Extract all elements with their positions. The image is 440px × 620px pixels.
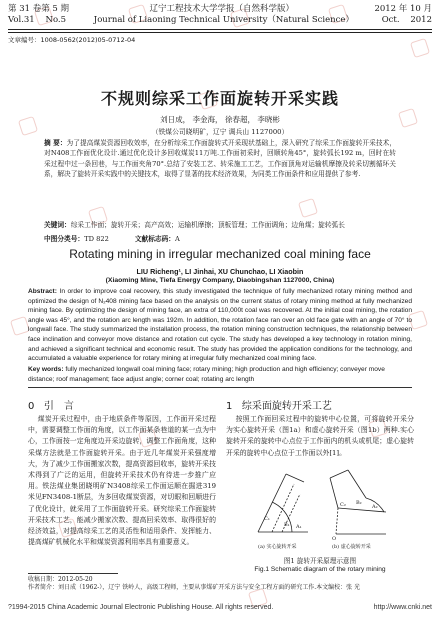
panel-b-caption: (b) 虚心旋转开采 (332, 544, 371, 550)
figure-rotary-mining-diagram (252, 468, 392, 552)
abstract-cn-label: 摘 要： (44, 139, 67, 147)
running-header (8, 4, 432, 26)
keywords-en (28, 365, 412, 384)
header-rule (8, 29, 432, 30)
body-column-left (28, 414, 216, 548)
keywords-cn (44, 220, 396, 230)
keywords-cn-text: 综采工作面；旋转开采；高产高效；运输机摩擦；顶板管理；工作面调角；边角煤；旋转弧长 (70, 221, 345, 229)
classification-line (44, 233, 396, 243)
section-heading-1 (226, 397, 332, 412)
abstract-en-text: In order to improve coal recovery, this study investigated the technique of fully mechanized rotary mining method and optimized the design of N₂408 mining face based on the analysis on the current status of rotary mining method at fully mechanized mining face. By optimizing the design of mining face, an extra of 110,000t coal was recovered. At the initial coal mining, the rotation angle was 45°, and the rotation arc length was 192m. In addition, the rotation face ran over an old face gate with an angle of 70° to longwall face. The study summarized the installation process, the rotation mining construction techniques, the relationship between face inclination and conveyor move distance and rotation cut cycle. The study has developed a key technology in rotation mining, and achieved a significant technical and economic result. The study has provided the application conditions for the technology, and accumulated a valuable experience for rotary mining at irregular fully mechanized coal mining face. (28, 288, 412, 363)
date-en (382, 15, 432, 26)
clc-value: TD 822 (84, 235, 109, 243)
document-code (135, 233, 180, 243)
section-number: 0 (28, 401, 35, 412)
label-o: O (332, 536, 337, 542)
affiliation-cn: （铁煤公司晓明矿，辽宁 调兵山 1127000） (151, 128, 289, 136)
journal-name-cn: 辽宁工程技术大学学报（自然科学版） (149, 4, 294, 14)
abstract-en (28, 287, 412, 364)
abstract-en-label: Abstract: (28, 288, 57, 295)
affiliation-en: (Xiaoming Mine, Tiefa Energy Company, Diaobingshan 1127000, China) (105, 277, 335, 284)
authors-en: LIU Richeng¹, LI Jinhai, XU Chunchao, LI Xiaobin (136, 267, 304, 276)
label-a2: A₂ (372, 504, 378, 510)
year-en: 2012 (410, 15, 432, 25)
watermark-icon (298, 198, 318, 218)
label-a1: A₁ (296, 524, 302, 530)
author-bio: 作者简介：刘日成（1962-），辽宁 铁岭人，高级工程师，主要从事煤矿开采方法与安全工程方面的研究工作.本文编校：张 光 (28, 584, 361, 592)
section-heading-0 (28, 397, 74, 412)
keywords-en-label: Key words: (28, 366, 64, 373)
paper-title-cn: 不规则综采工作面旋转开采实践 (100, 89, 339, 108)
received-date: 收稿日期：2012-05-20 (28, 576, 93, 583)
doc-code-label: 文献标志码： (134, 235, 175, 243)
abstract-cn-text: 为了提高煤炭资源回收效率，在分析综采工作面旋转式开采现状基础上，深入研究了综采工作面旋转开采技术，对N408工作面优化设计.通过优化设计多回收煤炭11万吨.工作面初采时，回顺转角45°，旋转弧长192 m，回时在转采过程中过一条回巷，与工作面夹角70°.总结了安装工艺、转采施工工艺，工作面顶角对运输机摩擦及转采切割循环关系，解决了旋转开采实践中的关键技术，取得了显著的技术经济效果，为同类工作面条件和应用提供了参考. (44, 139, 397, 178)
clc-number (44, 233, 109, 243)
doc-code-value: A (174, 235, 180, 243)
watermark-icon (410, 38, 430, 58)
volume-number-en: Vol.31 (8, 15, 35, 25)
paragraph: 煤炭开采过程中，由于地质条件等原因，工作面开采过程中，需要调整工作面的角度，以工作面某条巷道的某一点为中心，工作面按一定角度边开采边旋转，调整工作面角度，这种采煤方法就是工作面旋转开采。由于近几年煤炭开采强度增大，为了减少工作面搬家次数，提高资源回收率，旋转开采技术得到了广泛的运用，但旋转开采技术仍有待进一步推广应用。铁法煤业集团晓明矿N3408综采工作面运顺在掘进319米见FN3408-1断层，为多回收煤炭资源，对切眼和回顺进行了优化设计，就采用了工作面旋转开采。研究综采工作面旋转开采技术工艺，能减少搬家次数、提高回采效率、取得很好的经济效益，对提高综采工艺的灵活性和适用条件、发挥能力、提高煤矿机械化水平和煤炭资源利用率具有重要意义。 (28, 415, 216, 547)
paper-title-en: Rotating mining in irregular mechanized coal mining face (69, 247, 371, 261)
figure-caption-cn: 图1 旋转开采原理示意图 (283, 557, 357, 565)
article-number: 文章编号：1008-0562(2012)05-0712-04 (8, 36, 136, 44)
volume-en (8, 15, 66, 26)
section-divider (28, 387, 412, 388)
footnote-rule (28, 573, 118, 574)
copyright-notice: ?1994-2015 China Academic Journal Electronic Publishing House. All rights reserved. (8, 604, 274, 611)
issue-number-en: No.5 (45, 15, 67, 25)
date-cn: 2012 年 10 月 (374, 4, 432, 14)
section-title: 引 言 (43, 401, 74, 412)
abstract-cn (44, 138, 396, 179)
paragraph: 按照工作面回采过程中的旋转中心位置，可将旋转开采分为实心旋转开采（图1a）和虚心旋转开采（图1b）两种.实心旋转开采的旋转中心点位于工作面内的机头或机尾；虚心旋转开采的旋转中心点位于工作面以外[1]。 (226, 415, 414, 457)
header-rule-thin (8, 32, 432, 33)
section-number: 1 (226, 401, 233, 412)
page-footer (8, 604, 432, 611)
label-b1: B₁ (284, 522, 290, 528)
keywords-cn-label: 关键词： (44, 221, 71, 229)
figure-caption-en: Fig.1 Schematic diagram of the rotary mining (254, 566, 386, 573)
footnote (28, 576, 360, 593)
panel-a-caption: (a) 实心旋转开采 (258, 544, 297, 550)
label-b2: B₂ (356, 500, 362, 506)
label-c2: C₂ (340, 502, 346, 508)
label-c1: C₁ (264, 516, 270, 522)
month-en: Oct. (381, 15, 400, 25)
section-title: 综采面旋转开采工艺 (241, 401, 332, 412)
keywords-en-text: fully mechanized longwall coal mining face; rotary mining; high production and high efficiency; conveyer move distance; roof management; face adjust angle; corner coal; rotating arc length (28, 366, 385, 383)
cnki-link[interactable]: http://www.cnki.net (373, 604, 432, 611)
clc-label: 中图分类号： (44, 235, 85, 243)
authors-cn: 刘日成， 李金海， 徐春超， 李晓彬 (160, 115, 280, 124)
body-column-right (226, 414, 414, 459)
journal-name-en: Journal of Liaoning Technical University（Natural Science） (93, 15, 354, 25)
volume-cn: 第 31 卷第 5 期 (8, 4, 70, 14)
